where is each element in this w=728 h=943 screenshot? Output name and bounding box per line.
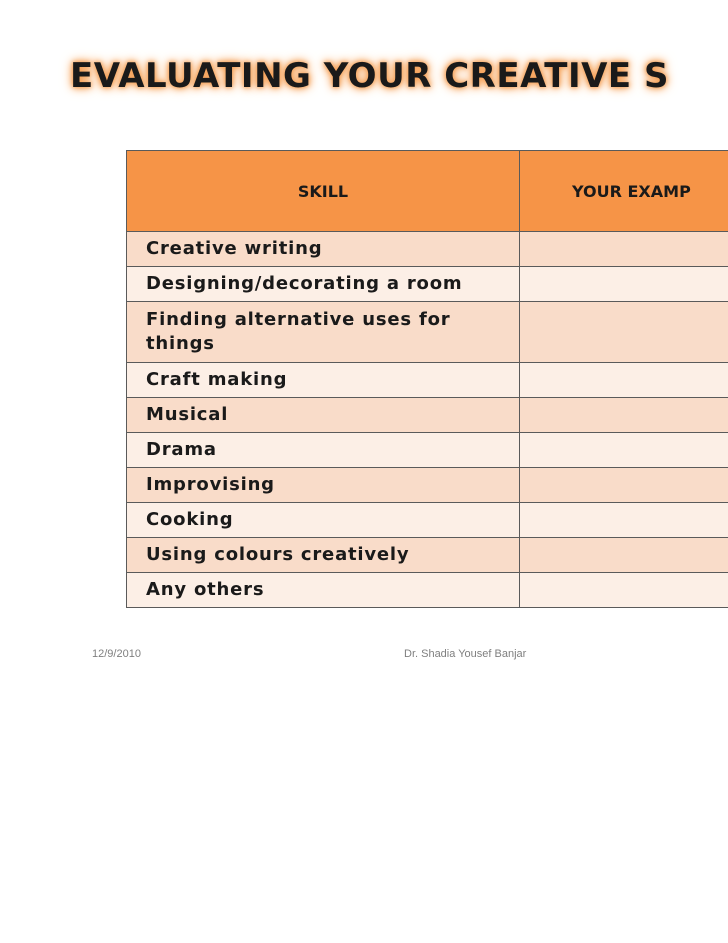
example-cell[interactable]	[520, 302, 728, 363]
table-row	[127, 468, 728, 503]
skill-cell: Using colours creatively	[127, 538, 520, 573]
column-header-skill: SKILL	[127, 151, 520, 232]
example-cell[interactable]	[520, 468, 728, 503]
example-cell[interactable]	[520, 232, 728, 267]
skill-cell: Designing/decorating a room	[127, 267, 520, 302]
table-row	[127, 232, 728, 267]
table-header-row	[127, 151, 728, 232]
table-row	[127, 433, 728, 468]
table-row	[127, 363, 728, 398]
example-cell[interactable]	[520, 503, 728, 538]
slide-title: EVALUATING YOUR CREATIVE S	[70, 56, 669, 96]
skill-cell: Musical	[127, 398, 520, 433]
footer-date: 12/9/2010	[92, 648, 141, 660]
table-row	[127, 398, 728, 433]
table-row	[127, 267, 728, 302]
footer-author: Dr. Shadia Yousef Banjar	[404, 648, 527, 660]
example-cell[interactable]	[520, 363, 728, 398]
skill-cell: Cooking	[127, 503, 520, 538]
example-cell[interactable]	[520, 398, 728, 433]
table-row	[127, 302, 728, 363]
example-cell[interactable]	[520, 267, 728, 302]
table-row	[127, 573, 728, 608]
table-row	[127, 538, 728, 573]
skill-cell: Improvising	[127, 468, 520, 503]
skill-cell: Creative writing	[127, 232, 520, 267]
column-header-example: YOUR EXAMP	[520, 151, 728, 232]
skills-table	[126, 150, 728, 608]
table-row	[127, 503, 728, 538]
skill-cell: Craft making	[127, 363, 520, 398]
example-cell[interactable]	[520, 573, 728, 608]
skill-cell: Finding alternative uses for things	[127, 302, 520, 363]
example-cell[interactable]	[520, 433, 728, 468]
example-cell[interactable]	[520, 538, 728, 573]
skill-cell: Drama	[127, 433, 520, 468]
skill-cell: Any others	[127, 573, 520, 608]
